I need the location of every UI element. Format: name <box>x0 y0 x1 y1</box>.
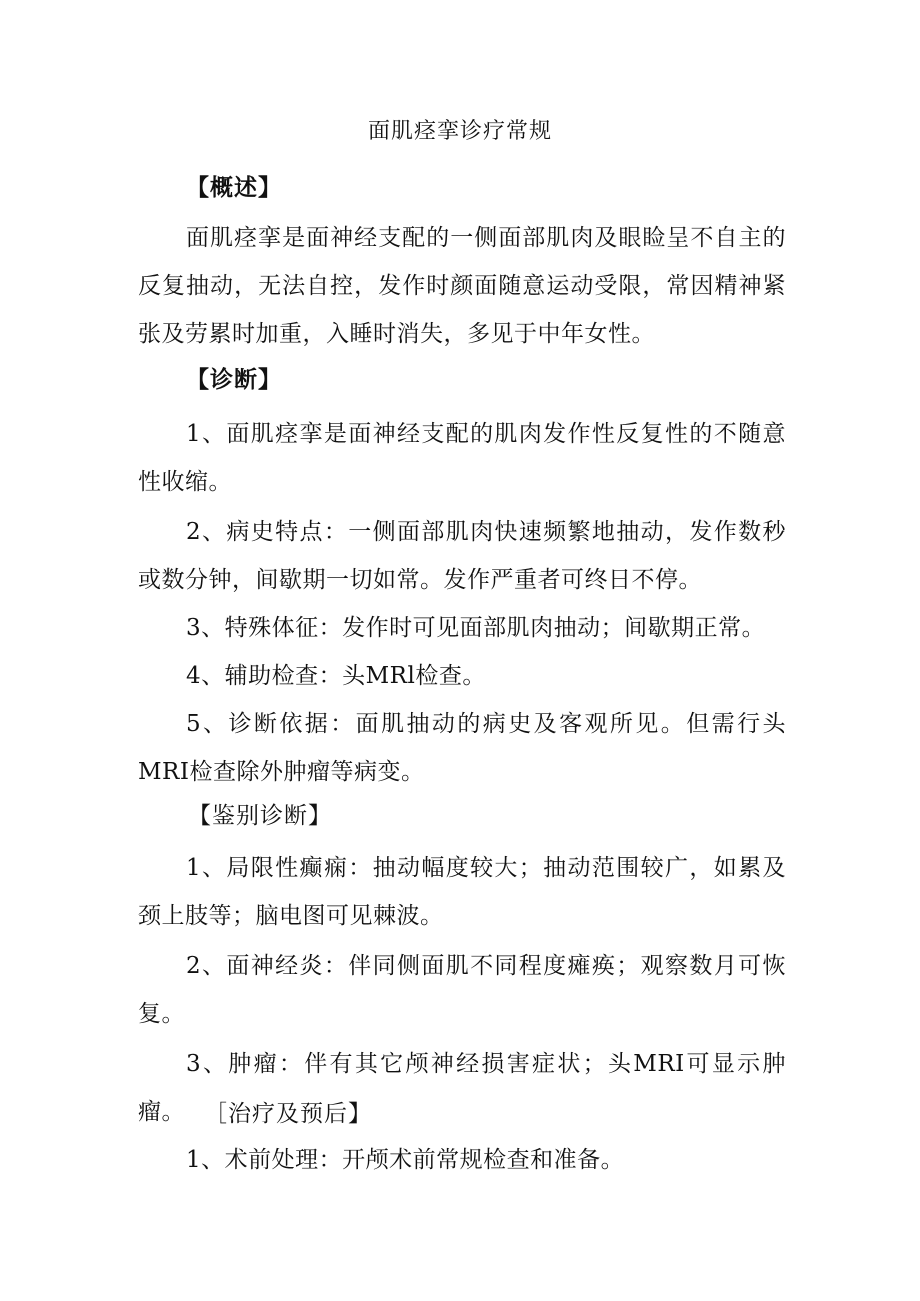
treatment-item-1: 1、术前处理：开颅术前常规检查和准备。 <box>186 1147 625 1173</box>
document-title: 面肌痉挛诊疗常规 <box>367 119 552 144</box>
diagnosis-item-4: 4、辅助检查：头MRl检查。 <box>186 663 486 689</box>
overview-heading: 【概述】 <box>186 174 282 201</box>
differential-heading: 【鉴别诊断】 <box>188 803 332 829</box>
differential-item-1: 1、局限性癫痫：抽动幅度较大；抽动范围较广，如累及颈上肢等；脑电图可见棘波。 <box>138 855 786 929</box>
treatment-heading: ［治疗及预后】 <box>204 1101 372 1127</box>
diagnosis-item-2: 2、病史特点：一侧面部肌肉快速频繁地抽动，发作数秒或数分钟，间歇期一切如常。发作严重者可终日不停。 <box>138 519 786 593</box>
differential-item-2: 2、面神经炎：伴同侧面肌不同程度瘫痪；观察数月可恢复。 <box>138 953 786 1027</box>
overview-paragraph: 面肌痉挛是面神经支配的一侧面部肌肉及眼睑呈不自主的反复抽动，无法自控，发作时颜面随意运动受限，常因精神紧张及劳累时加重，入睡时消失，多见于中年女性。 <box>138 225 786 347</box>
diagnosis-item-1: 1、面肌痉挛是面神经支配的肌肉发作性反复性的不随意性收缩。 <box>138 421 786 495</box>
differential-item-3: 3、肿瘤：伴有其它颅神经损害症状；头MRI可显示肿瘤。 <box>138 1051 786 1125</box>
diagnosis-item-3: 3、特殊体征：发作时可见面部肌肉抽动；间歇期正常。 <box>186 615 766 641</box>
diagnosis-heading: 【诊断】 <box>186 366 282 393</box>
diagnosis-item-5: 5、诊断依据：面肌抽动的病史及客观所见。但需行头MRI检查除外肿瘤等病变。 <box>138 711 786 785</box>
